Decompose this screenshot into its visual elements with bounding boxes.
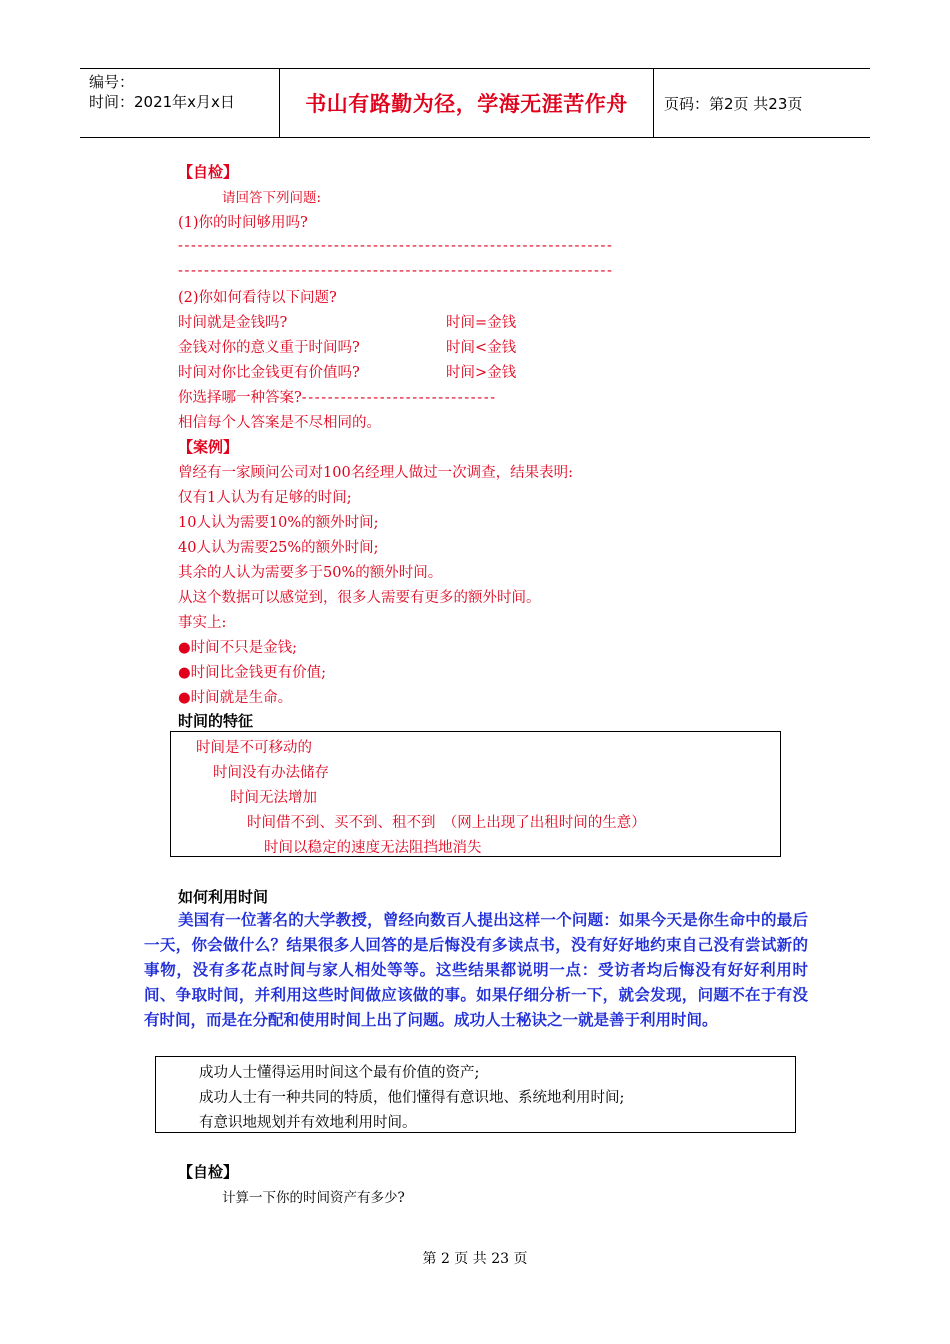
pair-question-3: 时间对你比金钱更有价值吗?: [178, 365, 360, 381]
choice-line: [178, 386, 497, 407]
pair-question-2: 金钱对你的意义重于时间吗?: [178, 340, 360, 356]
usage-paragraph: 美国有一位著名的大学教授，曾经向数百人提出这样一个问题：如果今天是你生命中的最后一天，你会做什么？结果很多人回答的是后悔没有多读点书，没有好好地约束自己没有尝试新的事物，没有多花点时间与家人相处等等。这些结果都说明一点：受访者均后悔没有好好利用时间、争取时间，并利用这些时间做应该做的事。如果仔细分析一下，就会发现，问题不在于有没有时间，而是在分配和使用时间上出了问题。成功人士秘诀之一就是善于利用时间。: [144, 911, 808, 1029]
case-line-7: 事实上:: [178, 615, 227, 631]
fact-bullet-2: [178, 661, 326, 682]
pair-answer-3: 时间>金钱: [446, 365, 517, 381]
question-2: (2)你如何看待以下问题?: [178, 290, 337, 306]
fact-bullet-3: [178, 686, 292, 707]
number-label: 编号：: [89, 73, 135, 91]
feature-item-4: 时间借不到、买不到、租不到 （网上出现了出租时间的生意）: [247, 815, 646, 831]
case-line-5: 其余的人认为需要多于50%的额外时间。: [178, 565, 443, 581]
bullet-text: 时间就是生命。: [190, 690, 293, 706]
pair-question-1: 时间就是金钱吗?: [178, 315, 288, 331]
feature-item-2: 时间没有办法储存: [213, 765, 329, 781]
bullet-icon: ●: [178, 665, 191, 681]
case-line-3: 10人认为需要10%的额外时间;: [178, 515, 379, 531]
answer-line-2: -------------------------------------------------------------------: [178, 263, 614, 279]
success-line-1: 成功人士懂得运用时间这个最有价值的资产;: [199, 1065, 480, 1081]
header-motto: 书山有路勤为径，学海无涯苦作舟: [280, 69, 654, 137]
self-check-prompt: 请回答下列问题:: [222, 190, 322, 206]
choice-question: 你选择哪一种答案?: [178, 390, 302, 406]
bullet-icon: ●: [178, 690, 191, 706]
self-check-heading-2: 【自检】: [178, 1163, 239, 1181]
case-heading: 【案例】: [178, 438, 239, 456]
header-table: [80, 68, 870, 138]
pair-answer-1: 时间=金钱: [446, 315, 517, 331]
time-label: 时间：2021年x月x日: [89, 93, 235, 111]
success-line-2: 成功人士有一种共同的特质，他们懂得有意识地、系统地利用时间;: [199, 1090, 625, 1106]
feature-item-1: 时间是不可移动的: [196, 740, 312, 756]
header-page-info: 页码：第2页 共23页: [664, 94, 803, 113]
self-check-prompt-2: 计算一下你的时间资产有多少?: [222, 1190, 405, 1206]
feature-item-5: 时间以稳定的速度无法阻挡地消失: [264, 840, 482, 856]
pair-answer-2: 时间<金钱: [446, 340, 517, 356]
self-check-heading: 【自检】: [178, 163, 239, 181]
header-meta: [80, 69, 280, 137]
case-line-1: 曾经有一家顾问公司对100名经理人做过一次调查，结果表明:: [178, 465, 574, 481]
bullet-text: 时间不只是金钱;: [190, 640, 298, 656]
bullet-text: 时间比金钱更有价值;: [190, 665, 327, 681]
case-line-6: 从这个数据可以感觉到，很多人需要有更多的额外时间。: [178, 590, 541, 606]
usage-heading: 如何利用时间: [178, 888, 269, 906]
page-footer: 第 2 页 共 23 页: [422, 1251, 528, 1267]
self-check-note: 相信每个人答案是不尽相同的。: [178, 415, 381, 431]
question-1: (1)你的时间够用吗?: [178, 215, 308, 231]
feature-item-3: 时间无法增加: [230, 790, 317, 806]
case-line-2: 仅有1人认为有足够的时间;: [178, 490, 352, 506]
features-heading: 时间的特征: [178, 712, 254, 730]
success-line-3: 有意识地规划并有效地利用时间。: [199, 1115, 417, 1131]
choice-answer-line: ------------------------------: [301, 390, 497, 406]
case-line-4: 40人认为需要25%的额外时间;: [178, 540, 379, 556]
fact-bullet-1: [178, 636, 297, 657]
answer-line-1: -------------------------------------------------------------------: [178, 238, 614, 254]
bullet-icon: ●: [178, 640, 191, 656]
